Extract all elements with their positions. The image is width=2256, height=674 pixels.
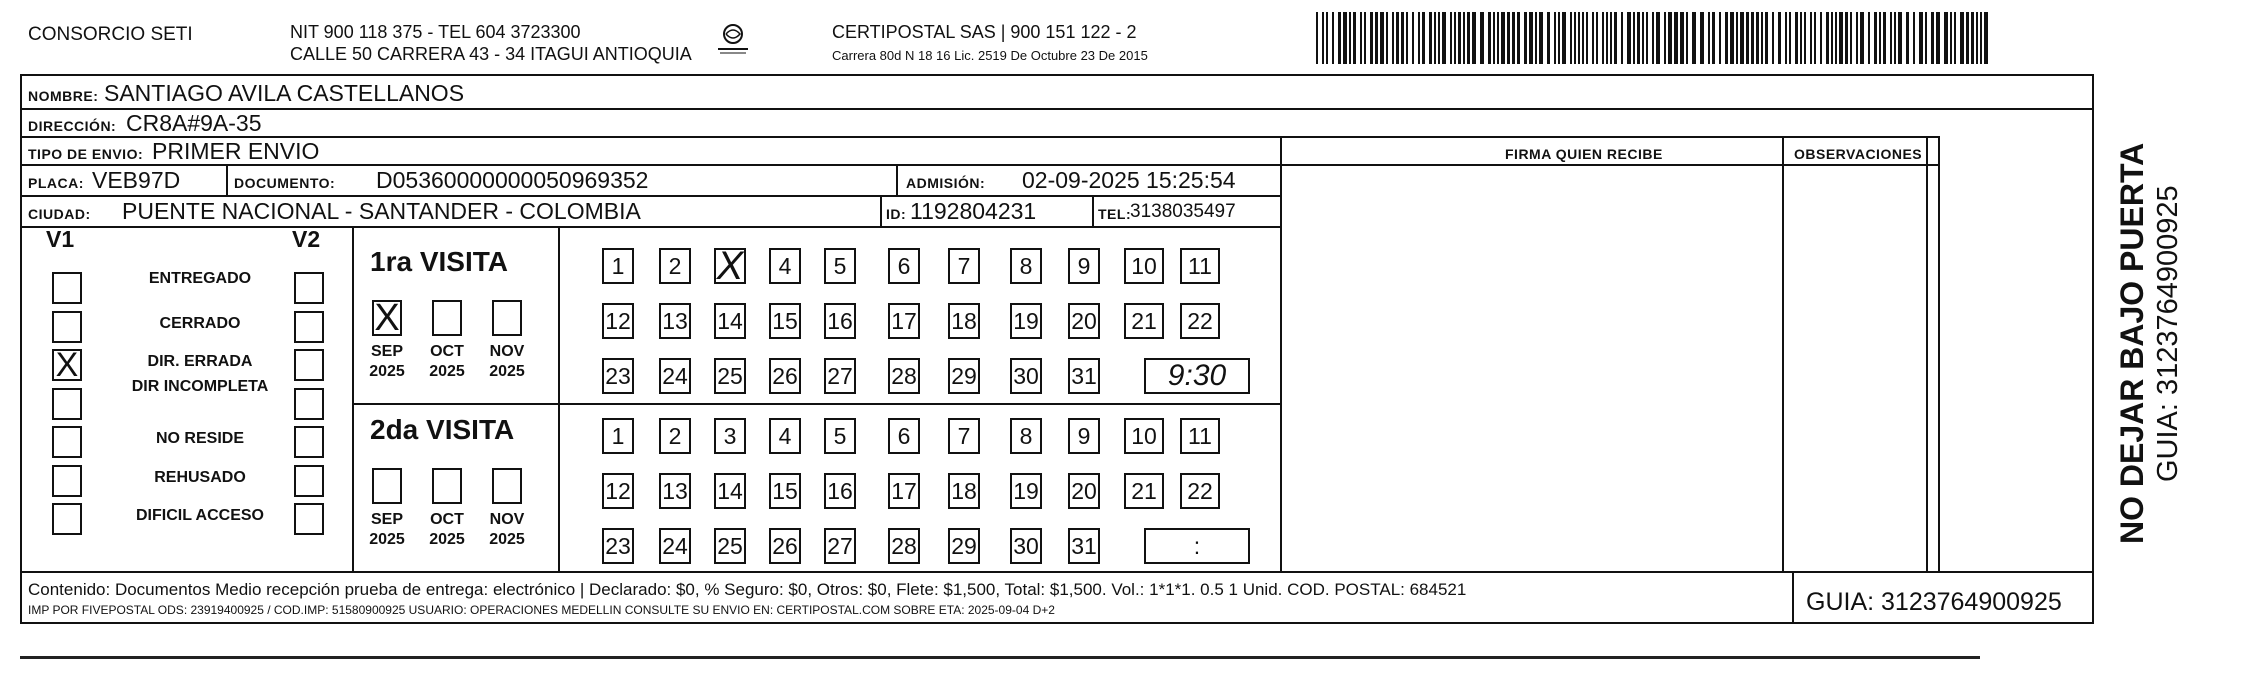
barcode-bar	[1454, 12, 1456, 64]
ciudad-label: CIUDAD:	[28, 206, 91, 222]
barcode-bar	[1839, 12, 1843, 64]
id-label: ID:	[886, 206, 907, 222]
v1-checkbox[interactable]	[52, 426, 82, 458]
status-label: NO RESIDE	[155, 430, 244, 447]
barcode-bar	[1517, 12, 1520, 64]
barcode-bar	[1422, 12, 1425, 64]
day-box[interactable]: 6	[888, 248, 920, 284]
first-visit-title: 1ra VISITA	[370, 246, 508, 277]
day-box[interactable]: 26	[769, 358, 801, 394]
barcode-bar	[1380, 12, 1384, 64]
month-checkbox[interactable]	[492, 300, 522, 336]
barcode-bar	[1668, 12, 1672, 64]
day-box[interactable]: 14	[714, 473, 746, 509]
observaciones-label: OBSERVACIONES	[1794, 146, 1923, 162]
day-box[interactable]: 20	[1068, 303, 1100, 339]
barcode-bar	[1429, 12, 1432, 64]
day-box[interactable]: 31	[1068, 528, 1100, 564]
status-label: DIFICIL ACCESO	[135, 507, 264, 524]
barcode-bar	[1512, 12, 1515, 64]
day-box[interactable]: 10	[1124, 418, 1164, 454]
month-year: 2025	[369, 531, 405, 548]
barcode-bar	[1480, 12, 1484, 64]
barcode-bar	[1804, 12, 1806, 64]
barcode-bar	[1925, 12, 1927, 64]
day-box[interactable]: 7	[948, 418, 980, 454]
admision-value: 02-09-2025 15:25:54	[1022, 167, 1236, 193]
tipo-envio-label: TIPO DE ENVIO:	[28, 146, 144, 162]
barcode-bar	[1586, 12, 1588, 64]
barcode-bar	[1582, 12, 1584, 64]
month-label	[364, 342, 410, 382]
v2-checkbox[interactable]	[294, 426, 324, 458]
month-label	[484, 342, 530, 382]
status-label: REHUSADO	[154, 469, 246, 486]
v2-checkbox[interactable]	[294, 503, 324, 535]
barcode-bar	[1740, 12, 1744, 64]
v2-checkbox[interactable]	[294, 465, 324, 497]
barcode-bar	[1458, 12, 1461, 64]
v2-checkbox[interactable]	[294, 311, 324, 343]
barcode-bar	[1850, 12, 1852, 64]
barcode-bar	[1621, 12, 1623, 64]
barcode-bar	[1370, 12, 1373, 64]
day-box[interactable]: 22	[1180, 303, 1220, 339]
v1-checkbox[interactable]	[52, 465, 82, 497]
day-box[interactable]: 28	[888, 528, 920, 564]
barcode-bar	[1814, 12, 1816, 64]
month-year: 2025	[489, 531, 525, 548]
day-box[interactable]: 7	[948, 248, 980, 284]
day-box[interactable]: 21	[1124, 303, 1164, 339]
barcode-bar	[1712, 12, 1715, 64]
barcode-bar	[1375, 12, 1378, 64]
barcode-bar	[1692, 12, 1696, 64]
day-box[interactable]: 17	[888, 303, 920, 339]
placa-value: VEB97D	[92, 167, 181, 193]
status-label: CERRADO	[159, 315, 241, 332]
barcode-bar	[1890, 12, 1892, 64]
barcode-bar	[1535, 12, 1537, 64]
barcode-bar	[1450, 12, 1452, 64]
barcode-bar	[1646, 12, 1648, 64]
status-label: ENTREGADO	[148, 270, 252, 287]
barcode-bar	[1883, 12, 1886, 64]
day-box[interactable]: 18	[948, 473, 980, 509]
day-box[interactable]: 9	[1068, 248, 1100, 284]
barcode-bar	[1418, 12, 1420, 64]
barcode-bar	[1507, 12, 1510, 64]
license-line: Carrera 80d N 18 16 Lic. 2519 De Octubre 23 De 2015	[832, 48, 1148, 63]
day-box[interactable]: 21	[1124, 473, 1164, 509]
day-box[interactable]: 19	[1010, 473, 1042, 509]
barcode-bar	[1785, 12, 1787, 64]
month-label	[484, 510, 530, 550]
barcode-bar	[1736, 12, 1738, 64]
barcode-bar	[1614, 12, 1617, 64]
day-box[interactable]: 25	[714, 358, 746, 394]
barcode-bar	[1606, 12, 1608, 64]
day-box[interactable]: 12	[602, 303, 634, 339]
day-box[interactable]: 4	[769, 248, 801, 284]
tipo-envio-value: PRIMER ENVIO	[152, 138, 320, 164]
v1-checkbox[interactable]: X	[52, 349, 82, 381]
barcode-bar	[1547, 12, 1550, 64]
second-visit-time[interactable]: :	[1144, 528, 1250, 564]
barcode-bar	[1316, 12, 1318, 64]
barcode-bar	[1472, 12, 1476, 64]
barcode-bar	[1524, 12, 1527, 64]
barcode-bar	[1322, 12, 1324, 64]
barcode-bar	[1831, 12, 1833, 64]
nombre-label: NOMBRE:	[28, 88, 99, 104]
barcode-bar	[1442, 12, 1446, 64]
barcode-bar	[1778, 12, 1781, 64]
barcode-bar	[1637, 12, 1640, 64]
v1-checkbox[interactable]	[52, 388, 82, 420]
barcode-bar	[1386, 12, 1388, 64]
day-box[interactable]: 26	[769, 528, 801, 564]
day-box[interactable]: 31	[1068, 358, 1100, 394]
month-label	[424, 510, 470, 550]
barcode-bar	[1826, 12, 1829, 64]
barcode-bar	[1396, 12, 1399, 64]
barcode-bar	[1700, 12, 1704, 64]
barcode-bar	[1539, 12, 1543, 64]
address-line: CALLE 50 CARRERA 43 - 34 ITAGUI ANTIOQUIA	[290, 44, 692, 64]
v1-checkbox[interactable]	[52, 503, 82, 535]
barcode-bar	[1954, 12, 1956, 64]
day-box[interactable]: 23	[602, 528, 634, 564]
day-box[interactable]: 27	[824, 528, 856, 564]
day-box[interactable]: 28	[888, 358, 920, 394]
barcode-bar	[1627, 12, 1631, 64]
month-name: SEP	[370, 511, 403, 528]
day-box[interactable]: 1	[602, 418, 634, 454]
barcode-bar	[1610, 12, 1612, 64]
nit-line: NIT 900 118 375 - TEL 604 3723300	[290, 22, 581, 42]
barcode-bar	[1554, 12, 1556, 64]
barcode-bar	[1795, 12, 1798, 64]
day-box[interactable]: 19	[1010, 303, 1042, 339]
day-box[interactable]: 22	[1180, 473, 1220, 509]
barcode-bar	[1936, 12, 1940, 64]
barcode-bar	[1971, 12, 1974, 64]
barcode-bar	[1392, 12, 1394, 64]
day-box[interactable]: 5	[824, 248, 856, 284]
v2-label: V2	[292, 226, 321, 252]
barcode-bar	[1756, 12, 1759, 64]
barcode-bar	[1497, 12, 1499, 64]
barcode-bar	[1674, 12, 1678, 64]
v1-checkbox[interactable]	[52, 311, 82, 343]
month-label	[364, 510, 410, 550]
barcode-bar	[1820, 12, 1822, 64]
barcode-bar	[1789, 12, 1791, 64]
barcode-bar	[1980, 12, 1982, 64]
barcode-bar	[1406, 12, 1408, 64]
barcode-bar	[1501, 12, 1505, 64]
barcode-bar	[1856, 12, 1858, 64]
day-box[interactable]: 8	[1010, 248, 1042, 284]
barcode-bar	[1493, 12, 1495, 64]
day-box[interactable]: 14	[714, 303, 746, 339]
barcode-bar	[1529, 12, 1533, 64]
barcode-bar	[1950, 12, 1952, 64]
day-box[interactable]: 13	[659, 473, 691, 509]
side-guia: GUIA: 3123764900925	[2152, 185, 2184, 482]
day-box[interactable]: 15	[769, 303, 801, 339]
barcode-bar	[1944, 12, 1948, 64]
month-year: 2025	[369, 363, 405, 380]
barcode-bar	[1652, 12, 1654, 64]
barcode-bar	[1412, 12, 1414, 64]
month-checkbox[interactable]	[432, 468, 462, 504]
day-box[interactable]: 6	[888, 418, 920, 454]
barcode-bar	[1725, 12, 1728, 64]
day-box[interactable]: 25	[714, 528, 746, 564]
barcode-bar	[1467, 12, 1470, 64]
second-visit-title: 2da VISITA	[370, 414, 515, 445]
barcode-bar	[1664, 12, 1666, 64]
barcode-bar	[1761, 12, 1763, 64]
day-box[interactable]: 8	[1010, 418, 1042, 454]
documento-label: DOCUMENTO:	[234, 175, 336, 191]
day-box[interactable]: 27	[824, 358, 856, 394]
barcode-bar	[1919, 12, 1923, 64]
tel-label: TEL:	[1098, 206, 1132, 222]
day-box[interactable]: 30	[1010, 528, 1042, 564]
barcode-bar	[1810, 12, 1812, 64]
day-box[interactable]: 2	[659, 418, 691, 454]
barcode-bar	[1401, 12, 1404, 64]
v2-checkbox[interactable]	[294, 349, 324, 381]
day-box[interactable]: 11	[1180, 248, 1220, 284]
barcode-bar	[1913, 12, 1915, 64]
barcode-bar	[1976, 12, 1978, 64]
day-box[interactable]: 16	[824, 473, 856, 509]
day-box[interactable]: 10	[1124, 248, 1164, 284]
month-checkbox[interactable]	[372, 468, 402, 504]
barcode-bar	[1364, 12, 1366, 64]
month-year: 2025	[489, 363, 525, 380]
firma-label: FIRMA QUIEN RECIBE	[1505, 146, 1663, 162]
day-box[interactable]: 16	[824, 303, 856, 339]
barcode	[1316, 12, 1996, 64]
barcode-bar	[1434, 12, 1436, 64]
day-box[interactable]: 9	[1068, 418, 1100, 454]
month-name: OCT	[430, 343, 464, 360]
barcode-bar	[1835, 12, 1837, 64]
day-box[interactable]: 24	[659, 358, 691, 394]
month-checkbox[interactable]	[492, 468, 522, 504]
day-box[interactable]: 2	[659, 248, 691, 284]
day-box[interactable]: X	[714, 248, 746, 284]
placa-label: PLACA:	[28, 175, 84, 191]
imp-text: IMP POR FIVEPOSTAL ODS: 23919400925 / COD.IMP: 51580900925 USUARIO: OPERACIONES MEDELLIN CONSULTE SU ENVIO EN: CERTIPOSTAL.COM SOBRE ETA: 2025-09-04 D+2	[28, 603, 1055, 617]
direccion-value: CR8A#9A-35	[126, 110, 262, 136]
month-name: OCT	[430, 511, 464, 528]
barcode-bar	[1558, 12, 1560, 64]
day-box[interactable]: 3	[714, 418, 746, 454]
month-year: 2025	[429, 363, 465, 380]
admision-label: ADMISIÓN:	[906, 175, 986, 191]
barcode-bar	[1772, 12, 1774, 64]
month-name: NOV	[489, 343, 525, 360]
month-checkbox[interactable]: X	[372, 300, 402, 336]
day-box[interactable]: 23	[602, 358, 634, 394]
barcode-bar	[1845, 12, 1848, 64]
documento-value: D05360000000050969352	[376, 167, 649, 193]
status-label: DIR. ERRADA	[147, 353, 253, 370]
barcode-bar	[1562, 12, 1566, 64]
barcode-bar	[1960, 12, 1964, 64]
barcode-bar	[1765, 12, 1768, 64]
barcode-bar	[1868, 12, 1870, 64]
barcode-bar	[1332, 12, 1334, 64]
barcode-bar	[1860, 12, 1864, 64]
barcode-bar	[1463, 12, 1465, 64]
barcode-bar	[1633, 12, 1635, 64]
barcode-bar	[1906, 12, 1909, 64]
day-box[interactable]: 20	[1068, 473, 1100, 509]
courier-logo-icon	[716, 22, 750, 56]
day-box[interactable]: 24	[659, 528, 691, 564]
barcode-bar	[1360, 12, 1362, 64]
courier-line: CERTIPOSTAL SAS | 900 151 122 - 2	[832, 22, 1137, 42]
barcode-bar	[1642, 12, 1644, 64]
barcode-bar	[1343, 12, 1347, 64]
barcode-bar	[1602, 12, 1604, 64]
day-box[interactable]: 30	[1010, 358, 1042, 394]
day-box[interactable]: 4	[769, 418, 801, 454]
barcode-bar	[1931, 12, 1934, 64]
month-label	[424, 342, 470, 382]
barcode-bar	[1338, 12, 1341, 64]
guia-box: GUIA: 3123764900925	[1806, 588, 2062, 616]
day-box[interactable]: 17	[888, 473, 920, 509]
barcode-bar	[1326, 12, 1328, 64]
v1-label: V1	[46, 226, 75, 252]
id-value: 1192804231	[910, 198, 1037, 224]
v1-checkbox[interactable]	[52, 272, 82, 304]
barcode-bar	[1751, 12, 1754, 64]
barcode-bar	[1488, 12, 1491, 64]
barcode-bar	[1879, 12, 1881, 64]
barcode-bar	[1592, 12, 1594, 64]
day-box[interactable]: 13	[659, 303, 691, 339]
barcode-bar	[1719, 12, 1721, 64]
barcode-bar	[1898, 12, 1902, 64]
barcode-bar	[1746, 12, 1749, 64]
month-checkbox[interactable]	[432, 300, 462, 336]
barcode-bar	[1800, 12, 1802, 64]
barcode-bar	[1353, 12, 1356, 64]
v2-checkbox[interactable]	[294, 388, 324, 420]
ciudad-value: PUENTE NACIONAL - SANTANDER - COLOMBIA	[122, 198, 641, 224]
day-box[interactable]: 29	[948, 528, 980, 564]
tel-value: 3138035497	[1130, 201, 1236, 222]
barcode-bar	[1596, 12, 1598, 64]
month-name: NOV	[489, 511, 525, 528]
barcode-bar	[1708, 12, 1710, 64]
day-box[interactable]: 15	[769, 473, 801, 509]
day-box[interactable]: 1	[602, 248, 634, 284]
barcode-bar	[1730, 12, 1734, 64]
nombre-value: SANTIAGO AVILA CASTELLANOS	[104, 80, 465, 106]
barcode-bar	[1578, 12, 1580, 64]
side-warning: NO DEJAR BAJO PUERTA	[2114, 142, 2150, 544]
barcode-bar	[1680, 12, 1684, 64]
barcode-bar	[1438, 12, 1440, 64]
month-year: 2025	[429, 531, 465, 548]
day-box[interactable]: 29	[948, 358, 980, 394]
barcode-bar	[1984, 12, 1988, 64]
barcode-bar	[1874, 12, 1877, 64]
barcode-bar	[1686, 12, 1688, 64]
barcode-bar	[1894, 12, 1896, 64]
day-box[interactable]: 11	[1180, 418, 1220, 454]
v2-checkbox[interactable]	[294, 272, 324, 304]
month-name: SEP	[370, 343, 403, 360]
barcode-bar	[1349, 12, 1351, 64]
first-visit-time[interactable]: 9:30	[1144, 358, 1250, 394]
barcode-bar	[1570, 12, 1572, 64]
barcode-bar	[1656, 12, 1660, 64]
company-name: CONSORCIO SETI	[28, 24, 193, 45]
direccion-label: DIRECCIÓN:	[28, 118, 117, 134]
contenido-text: Contenido: Documentos Medio recepción prueba de entrega: electrónico | Declarado: $0, % Seguro: $0, Otros: $0, Flete: $1,500, Total: $1,500. Vol.: 1*1*1. 0.5 1 Unid. COD. POSTAL: 684521	[28, 580, 1467, 599]
barcode-bar	[1966, 12, 1969, 64]
day-box[interactable]: 18	[948, 303, 980, 339]
day-box[interactable]: 12	[602, 473, 634, 509]
barcode-bar	[1574, 12, 1576, 64]
day-box[interactable]: 5	[824, 418, 856, 454]
status-label: DIR INCOMPLETA	[131, 378, 269, 395]
